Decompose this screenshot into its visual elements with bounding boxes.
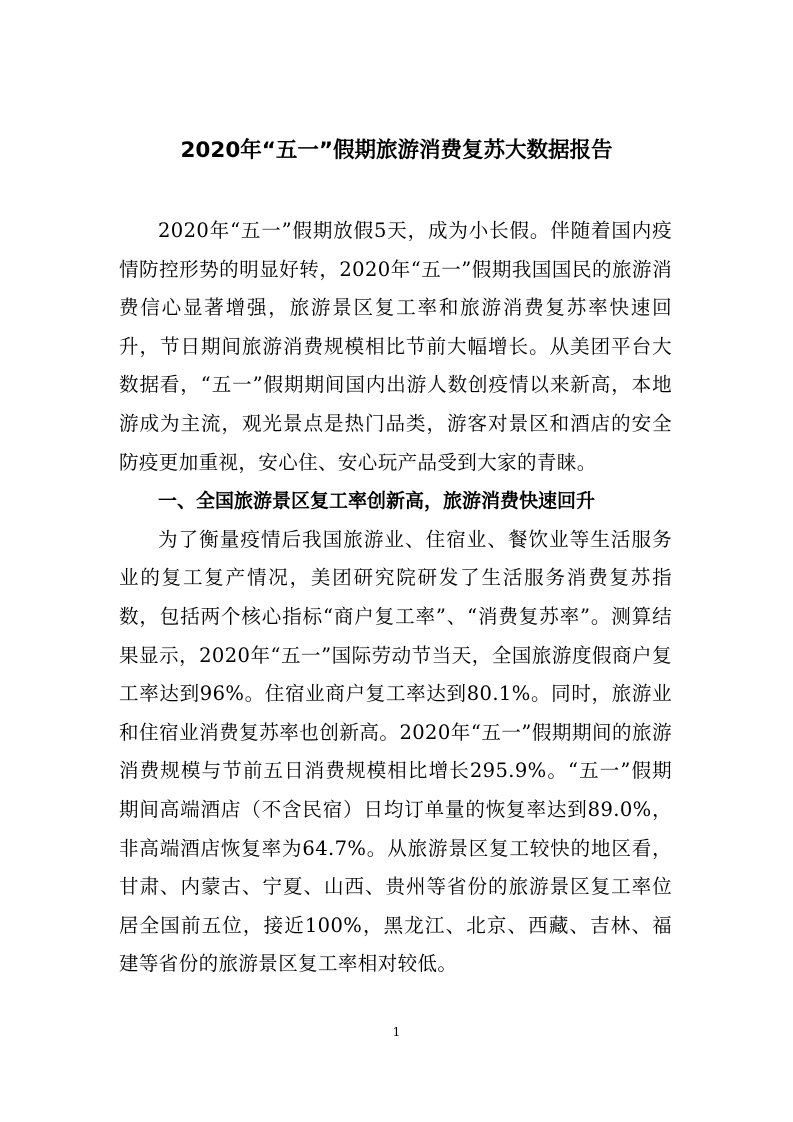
intro-paragraph: 2020年“五一”假期放假5天，成为小长假。伴随着国内疫情防控形势的明显好转，2020年“五一”假期我国国民的旅游消费信心显著增强，旅游景区复工率和旅游消费复苏率快速回升，节日期间旅游消费规模相比节前大幅增长。从美团平台大数据看，“五一”假期期间国内出游人数创疫情以来新高，本地游成为主流，观光景点是热门品类，游客对景区和酒店的安全防疫更加重视，安心住、安心玩产品受到大家的青睐。	[119, 219, 672, 474]
section-1-heading: 一、全国旅游景区复工率创新高，旅游消费快速回升	[158, 490, 596, 513]
document-title: 2020年“五一”假期旅游消费复苏大数据报告	[180, 138, 613, 164]
page-number: 1	[392, 1025, 401, 1039]
section-1-paragraph: 为了衡量疫情后我国旅游业、住宿业、餐饮业等生活服务业的复工复产情况，美团研究院研发了生活服务消费复苏指数，包括两个核心指标“商户复工率”、“消费复苏率”。测算结果显示，2020年“五一”国际劳动节当天，全国旅游度假商户复工率达到96%。住宿业商户复工率达到80.1%。同时，旅游业和住宿业消费复苏率也创新高。2020年“五一”假期期间的旅游消费规模与节前五日消费规模相比增长295.9%。“五一”假期期间高端酒店（不含民宿）日均订单量的恢复率达到89.0%，非高端酒店恢复率为64.7%。从旅游景区复工较快的地区看，甘肃、内蒙古、宁夏、山西、贵州等省份的旅游景区复工率位居全国前五位，接近100%，黑龙江、北京、西藏、吉林、福建等省份的旅游景区复工率相对较低。	[119, 527, 672, 976]
document-body	[119, 212, 672, 984]
